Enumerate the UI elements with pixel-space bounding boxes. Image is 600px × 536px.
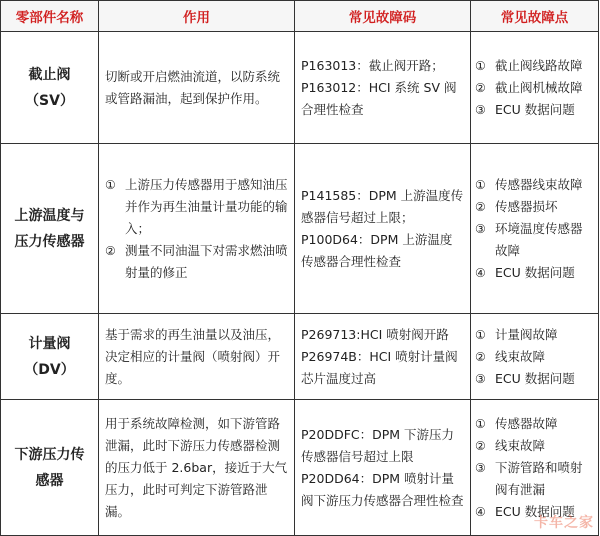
item-number: ② [475, 199, 486, 214]
watermark-logo: 卡车之家 [534, 515, 594, 531]
fault-code-cell [295, 314, 471, 400]
fault-point-cell [471, 314, 599, 400]
fault-code: P20DD64：DPM 喷射计量阀下游压力传感器合理性检查 [301, 470, 464, 508]
list-item [475, 368, 594, 390]
item-number: ③ [475, 221, 486, 236]
item-number: ④ [475, 265, 486, 280]
fault-code-cell [295, 144, 471, 314]
header-fault-codes: 常见故障码 [295, 1, 471, 32]
table-row [1, 314, 599, 400]
component-name: 截止阀（SV） [1, 32, 99, 144]
fault-point: 传感器故障 [495, 415, 558, 431]
fault-point: 下游管路和喷射阀有泄漏 [495, 459, 583, 497]
item-number: ② [475, 438, 486, 453]
fault-point: 线束故障 [495, 437, 546, 453]
fault-point: 线束故障 [495, 348, 546, 364]
function-text: 测量不同油温下对需求燃油喷射量的修正 [125, 242, 288, 280]
list-item [475, 262, 594, 284]
list-item [475, 324, 594, 346]
fault-point: ECU 数据问题 [495, 101, 575, 117]
item-number: ③ [475, 102, 486, 117]
fault-code: P26974B：HCI 喷射计量阀芯片温度过高 [301, 348, 458, 386]
fault-code: P20DDFC：DPM 下游压力传感器信号超过上限 [301, 426, 455, 464]
list-item [475, 346, 594, 368]
fault-point: ECU 数据问题 [495, 503, 575, 519]
table-row [1, 144, 599, 314]
header-fault-points: 常见故障点 [471, 1, 599, 32]
component-name: 上游温度与压力传感器 [1, 144, 99, 314]
list-item [475, 174, 594, 196]
fault-point: ECU 数据问题 [495, 370, 575, 386]
table-row [1, 32, 599, 144]
header-function: 作用 [99, 1, 295, 32]
fault-point: 计量阀故障 [495, 326, 558, 342]
function-cell [99, 32, 295, 144]
item-number: ① [475, 58, 486, 73]
fault-point-cell [471, 144, 599, 314]
item-number: ② [475, 80, 486, 95]
item-number: ① [475, 416, 486, 431]
list-item [475, 196, 594, 218]
fault-point: 环境温度传感器故障 [495, 220, 583, 258]
item-number: ① [475, 327, 486, 342]
function-text: 用于系统故障检测，如下游管路泄漏，此时下游压力传感器检测的压力低于 2.6bar，接近于大气压力，此时可判定下游管路泄漏。 [105, 415, 288, 519]
fault-code-cell [295, 32, 471, 144]
header-component: 零部件名称 [1, 1, 99, 32]
fault-code: P269713:HCI 喷射阀开路 [301, 326, 449, 342]
function-text: 基于需求的再生油量以及油压，决定相应的计量阀（喷射阀）开度。 [105, 326, 281, 386]
function-cell [99, 144, 295, 314]
item-number: ④ [475, 504, 486, 519]
fault-point: 截止阀线路故障 [495, 57, 583, 73]
item-number: ③ [475, 371, 486, 386]
fault-code: P100D64：DPM 上游温度传感器合理性检查 [301, 231, 453, 269]
fault-point: 截止阀机械故障 [495, 79, 583, 95]
component-name: 下游压力传感器 [1, 400, 99, 536]
item-number: ① [105, 177, 116, 192]
fault-code: P141585：DPM 上游温度传感器信号超过上限； [301, 187, 464, 225]
fault-code-cell [295, 400, 471, 536]
list-item [475, 435, 594, 457]
fault-point-cell [471, 32, 599, 144]
function-cell [99, 314, 295, 400]
fault-code: P163012：HCI 系统 SV 阀合理性检查 [301, 79, 457, 117]
list-item [105, 174, 288, 240]
fault-code: P163013：截止阀开路； [301, 57, 444, 73]
fault-point: ECU 数据问题 [495, 264, 575, 280]
function-text: 上游压力传感器用于感知油压并作为再生油量计量功能的输入； [125, 176, 288, 236]
item-number: ① [475, 177, 486, 192]
function-text: 切断或开启燃油流道，以防系统或管路漏油，起到保护作用。 [105, 68, 281, 106]
list-item [475, 413, 594, 435]
list-item [475, 218, 594, 262]
function-cell [99, 400, 295, 536]
fault-point: 传感器线束故障 [495, 176, 583, 192]
item-number: ② [105, 243, 116, 258]
item-number: ② [475, 349, 486, 364]
list-item [475, 457, 594, 501]
component-name: 计量阀（DV） [1, 314, 99, 400]
list-item [475, 55, 594, 77]
header-row [1, 1, 599, 32]
table-row [1, 400, 599, 536]
list-item [105, 240, 288, 284]
item-number: ③ [475, 460, 486, 475]
list-item [475, 99, 594, 121]
fault-point: 传感器损坏 [495, 198, 558, 214]
list-item [475, 77, 594, 99]
